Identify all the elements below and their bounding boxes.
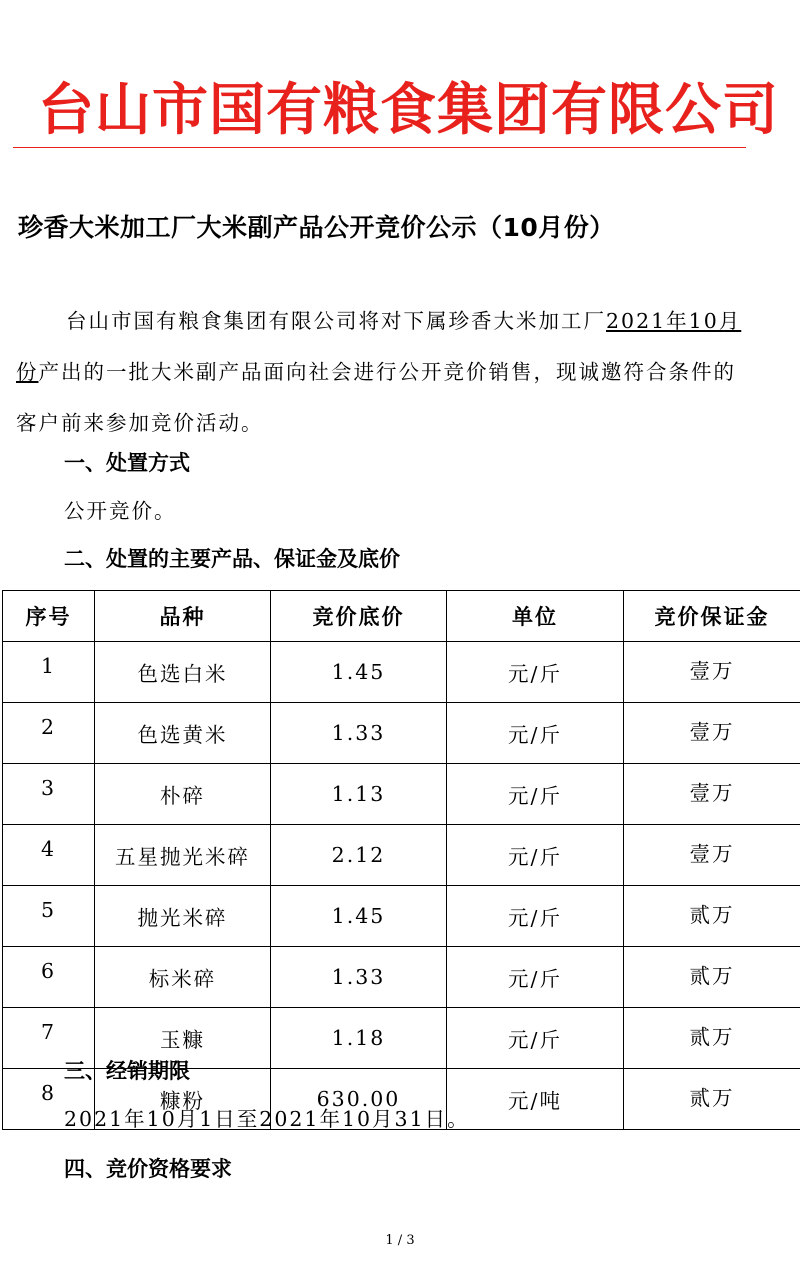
cell-index: 1 [3, 642, 95, 703]
cell-price: 630.00 [271, 1069, 447, 1130]
cell-product: 抛光米碎 [95, 886, 271, 947]
cell-deposit: 壹万 [624, 825, 800, 886]
table-row [3, 886, 800, 947]
cell-unit: 元/斤 [447, 825, 624, 886]
intro-paragraph [16, 296, 746, 449]
cell-index: 4 [3, 825, 95, 886]
section-1-text: 公开竞价。 [64, 499, 177, 523]
cell-index: 3 [3, 764, 95, 825]
intro-text-2: 产出的一批大米副产品面向社会进行公开竞价销售，现诚邀符合条件的客户前来参加竞价活动。 [16, 360, 736, 435]
col-header: 竞价保证金 [624, 591, 800, 642]
cell-unit: 元/吨 [447, 1069, 624, 1130]
cell-product: 糠粉 [95, 1069, 271, 1130]
col-header: 竞价底价 [271, 591, 447, 642]
table-row [3, 947, 800, 1008]
document-title: 珍香大米加工厂大米副产品公开竞价公示（10月份） [18, 213, 615, 242]
cell-index: 6 [3, 947, 95, 1008]
cell-deposit: 贰万 [624, 1069, 800, 1130]
table-row [3, 642, 800, 703]
cell-unit: 元/斤 [447, 642, 624, 703]
col-header: 序号 [3, 591, 95, 642]
cell-unit: 元/斤 [447, 764, 624, 825]
section-3-heading: 三、经销期限 [64, 1059, 190, 1083]
cell-product: 标米碎 [95, 947, 271, 1008]
table-row [3, 703, 800, 764]
page-number: 1 / 3 [385, 1233, 415, 1248]
cell-deposit: 贰万 [624, 947, 800, 1008]
bid-table [2, 590, 800, 1130]
col-header: 单位 [447, 591, 624, 642]
cell-unit: 元/斤 [447, 886, 624, 947]
cell-price: 2.12 [271, 825, 447, 886]
cell-index: 7 [3, 1008, 95, 1069]
col-header: 品种 [95, 591, 271, 642]
cell-index: 8 [3, 1069, 95, 1130]
table-row [3, 764, 800, 825]
cell-deposit: 壹万 [624, 764, 800, 825]
cell-price: 1.45 [271, 886, 447, 947]
cell-product: 五星抛光米碎 [95, 825, 271, 886]
cell-price: 1.13 [271, 764, 447, 825]
cell-deposit: 贰万 [624, 1008, 800, 1069]
intro-text-1: 台山市国有粮食集团有限公司将对下属珍香大米加工厂 [66, 309, 606, 333]
intro-period: 2021年10月份 [16, 309, 742, 384]
cell-index: 5 [3, 886, 95, 947]
cell-unit: 元/斤 [447, 1008, 624, 1069]
cell-price: 1.33 [271, 703, 447, 764]
cell-product: 色选黄米 [95, 703, 271, 764]
table-row [3, 825, 800, 886]
cell-price: 1.45 [271, 642, 447, 703]
cell-deposit: 贰万 [624, 886, 800, 947]
table-header-row [3, 591, 800, 642]
cell-deposit: 壹万 [624, 642, 800, 703]
cell-deposit: 壹万 [624, 703, 800, 764]
cell-unit: 元/斤 [447, 947, 624, 1008]
cell-product: 朴碎 [95, 764, 271, 825]
cell-product: 色选白米 [95, 642, 271, 703]
section-3-text: 2021年10月1日至2021年10月31日。 [64, 1107, 470, 1131]
cell-product: 玉糠 [95, 1008, 271, 1069]
section-1-heading: 一、处置方式 [64, 451, 190, 475]
cell-index: 2 [3, 703, 95, 764]
org-header-title: 台山市国有粮食集团有限公司 [38, 78, 779, 143]
header-divider [13, 147, 746, 148]
cell-price: 1.33 [271, 947, 447, 1008]
section-4-heading: 四、竞价资格要求 [64, 1157, 232, 1181]
cell-unit: 元/斤 [447, 703, 624, 764]
section-2-heading: 二、处置的主要产品、保证金及底价 [64, 547, 400, 571]
cell-price: 1.18 [271, 1008, 447, 1069]
